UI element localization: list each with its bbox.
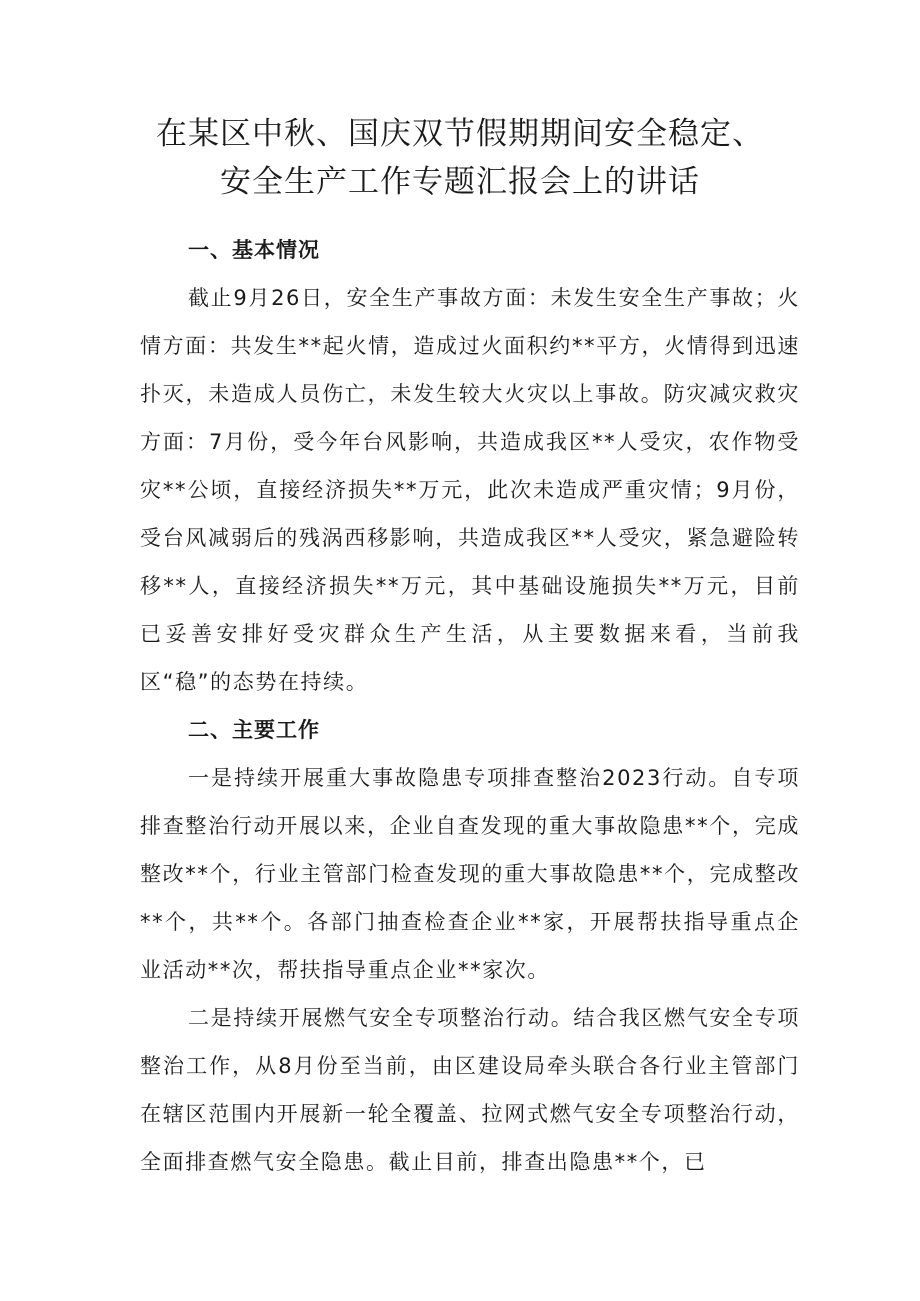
section-heading-basic-situation: 一、基本情况 — [188, 238, 320, 262]
title-line-1: 在某区中秋、国庆双节假期期间安全稳定、 — [156, 116, 764, 152]
paragraph-main-work-2: 二是持续开展燃气安全专项整治行动。结合我区燃气安全专项整治工作，从8月份至当前，由区建设局牵头联合各行业主管部门在辖区范围内开展新一轮全覆盖、拉网式燃气安全专项整治行动，全面排查燃气安全隐患。截止目前，排查出隐患**个，已 — [140, 1006, 800, 1174]
section-heading-main-work: 二、主要工作 — [188, 718, 320, 742]
paragraph-basic-situation: 截止9月26日，安全生产事故方面：未发生安全生产事故；火情方面：共发生**起火情，造成过火面积约**平方，火情得到迅速扑灭，未造成人员伤亡，未发生较大火灾以上事故。防灾减灾救灾方面：7月份，受今年台风影响，共造成我区**人受灾，农作物受灾**公顷，直接经济损失**万元，此次未造成严重灾情；9月份，受台风减弱后的残涡西移影响，共造成我区**人受灾，紧急避险转移**人，直接经济损失**万元，其中基础设施损失**万元，目前已妥善安排好受灾群众生产生活，从主要数据来看，当前我区“稳”的态势在持续。 — [140, 286, 800, 694]
document-title — [140, 110, 800, 206]
paragraph-main-work-1: 一是持续开展重大事故隐患专项排查整治2023行动。自专项排查整治行动开展以来，企业自查发现的重大事故隐患**个，完成整改**个，行业主管部门检查发现的重大事故隐患**个，完成整改**个，共**个。各部门抽查检查企业**家，开展帮扶指导重点企业活动**次，帮扶指导重点企业**家次。 — [140, 766, 800, 982]
title-line-2: 安全生产工作专题汇报会上的讲话 — [220, 164, 700, 200]
